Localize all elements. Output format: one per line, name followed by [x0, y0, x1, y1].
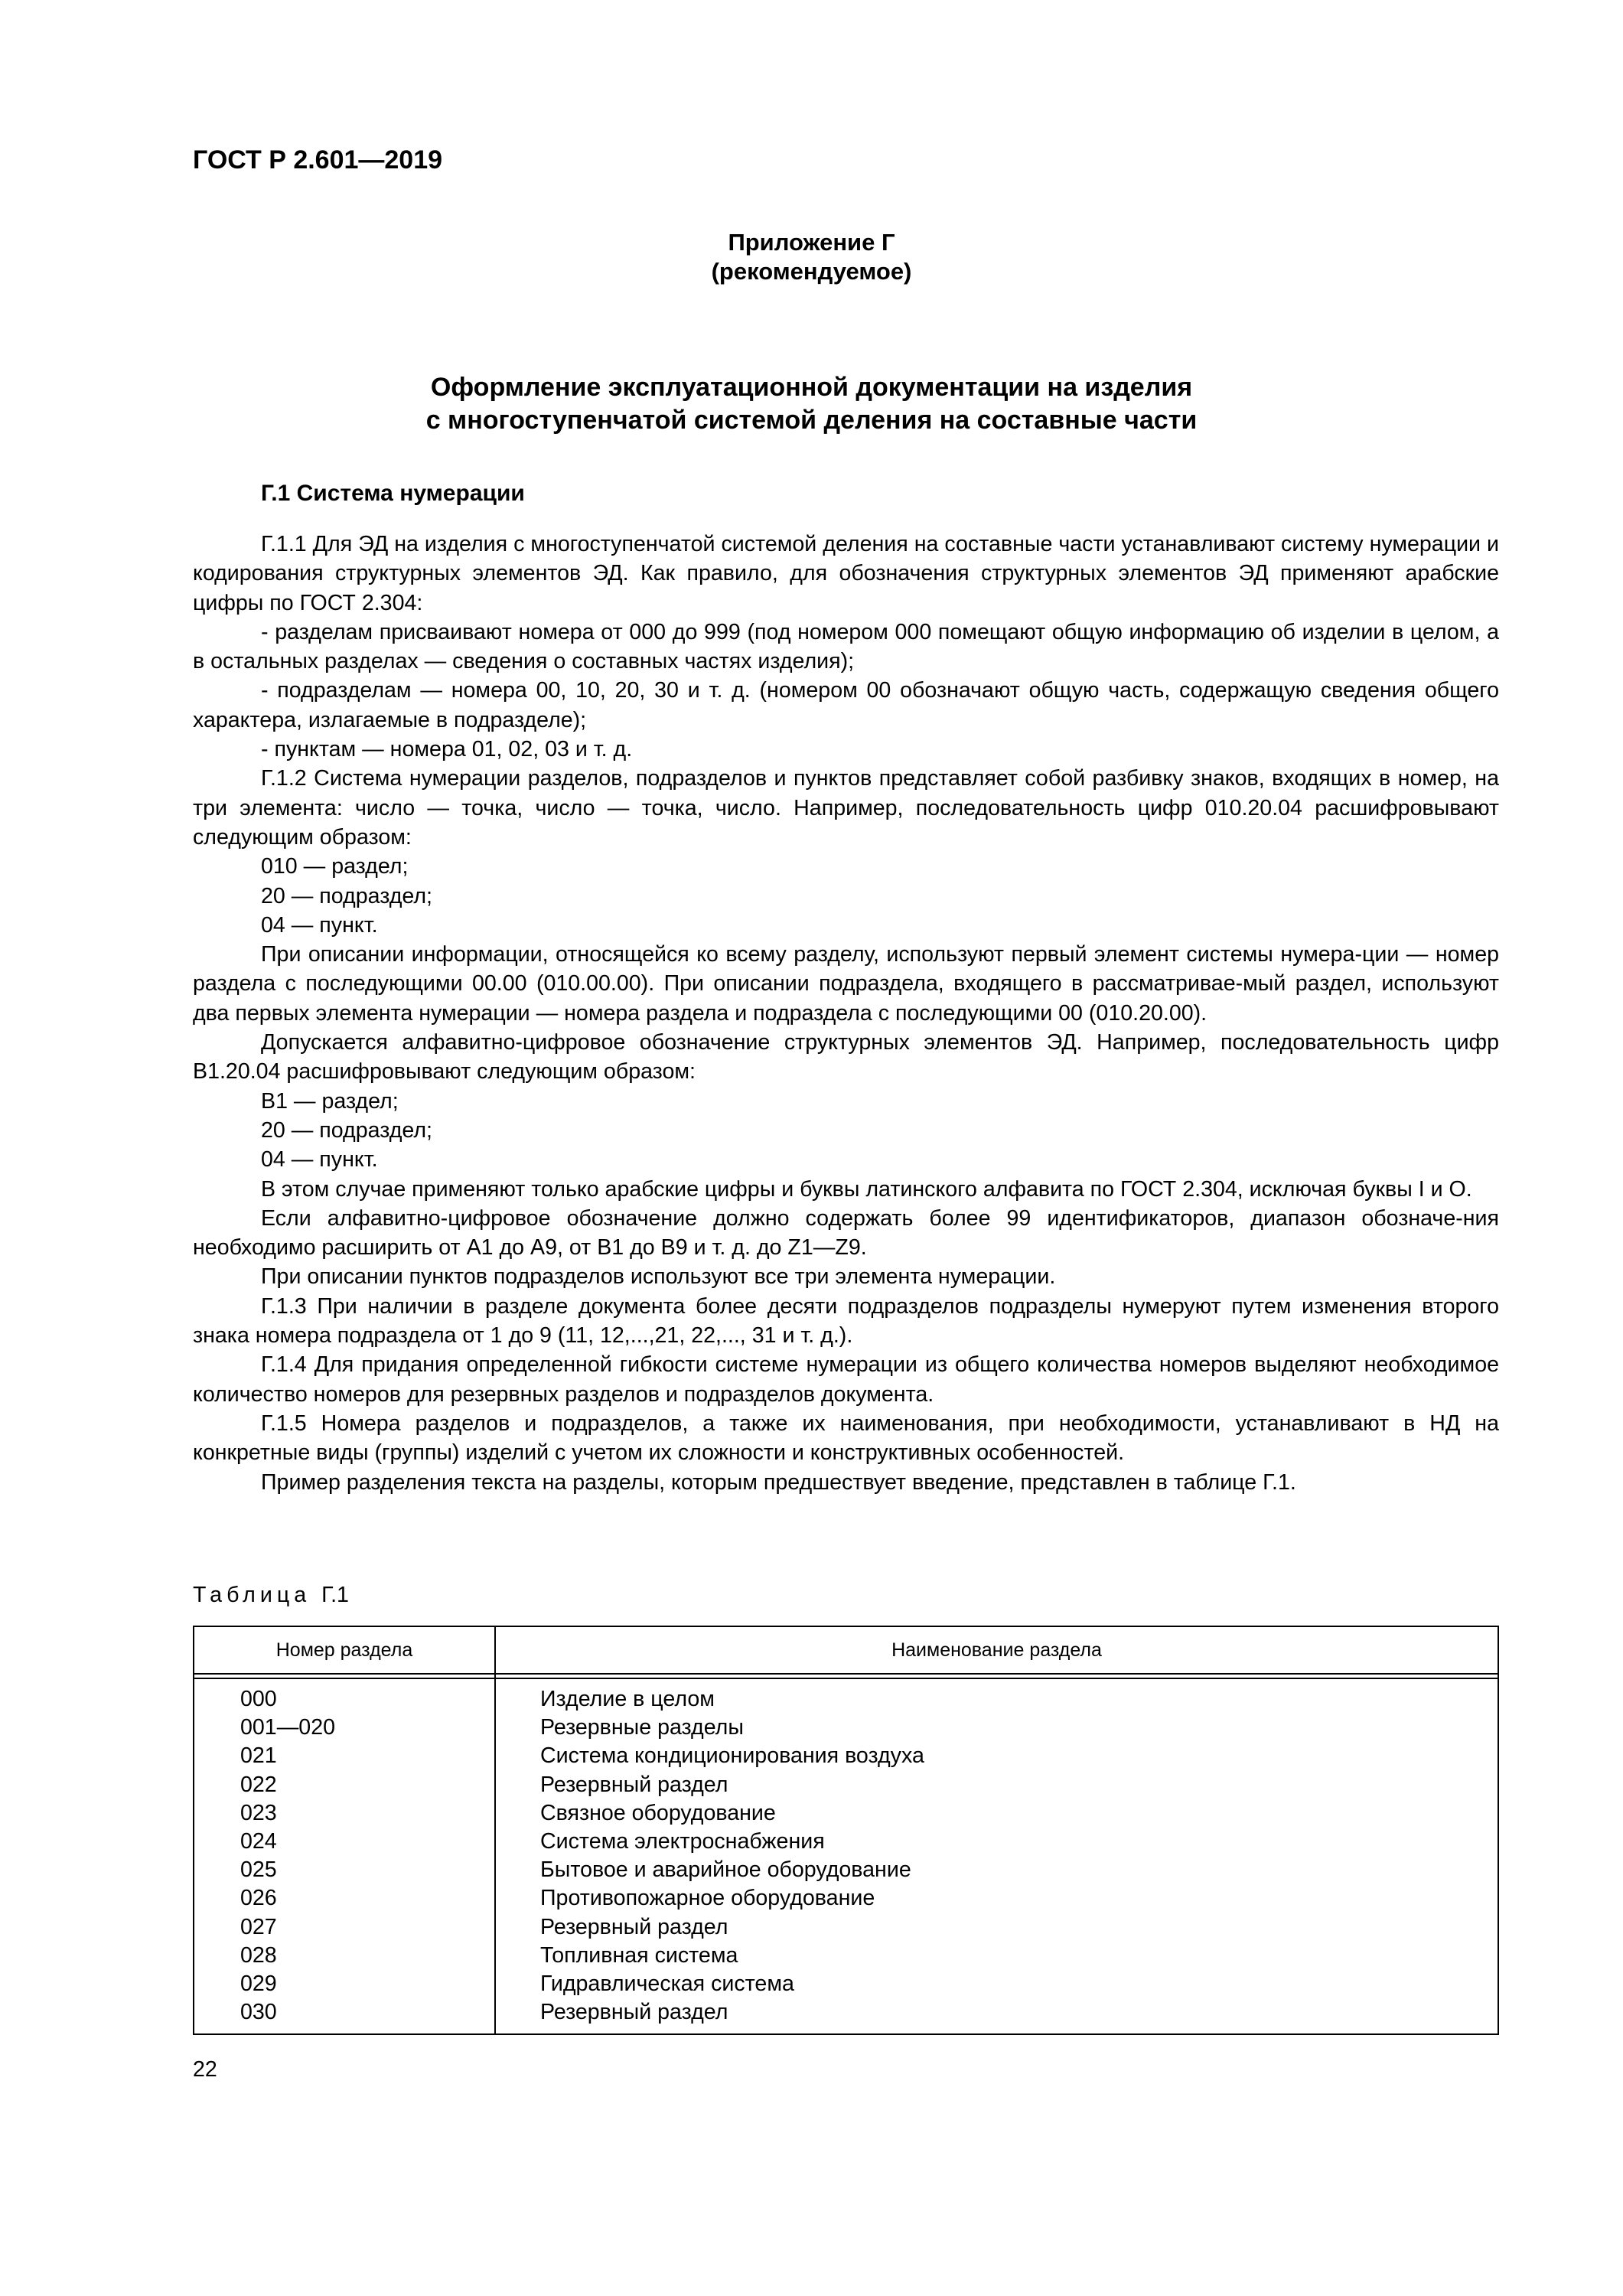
appendix-title	[0, 371, 1623, 437]
section-name: Система электроснабжения	[540, 1828, 825, 1854]
table-header-number: Номер раздела	[275, 1639, 413, 1661]
table-row	[194, 1942, 1498, 1970]
section-number: 027	[240, 1914, 277, 1939]
section-name: Система кондиционирования воздуха	[540, 1743, 924, 1769]
table-header-divider-double	[194, 1678, 1498, 1679]
appendix-heading	[0, 228, 1623, 286]
page-number: 22	[193, 2057, 217, 2082]
section-number: 000	[240, 1687, 277, 1711]
section-number: 025	[240, 1857, 277, 1883]
section-name: Резервный раздел	[540, 1772, 728, 1797]
section-heading: Г.1 Система нумерации	[261, 481, 525, 506]
paragraph: Если алфавитно-цифровое обозначение должно содержать более 99 идентификаторов, диапазон обозначе-ния необходимо расширить от А1 до А9, от В1 до В9 и т. д. до Z1—Z9.	[193, 1205, 1499, 1261]
section-name: Резервный раздел	[540, 2000, 728, 2025]
table-row	[194, 1884, 1498, 1913]
paragraph: Г.1.4 Для придания определенной гибкости системе нумерации из общего количества номеров выделяют необходимое количество номеров для резервных разделов и подразделов документа.	[193, 1352, 1499, 1407]
table-body	[194, 1685, 1498, 2027]
body-text	[193, 479, 1499, 1497]
section-number: 024	[240, 1828, 277, 1854]
table-row	[194, 1913, 1498, 1942]
appendix-label: Приложение Г	[728, 229, 895, 256]
table-row	[194, 1799, 1498, 1828]
section-number: 001—020	[240, 1715, 336, 1740]
document-code: ГОСТ Р 2.601—2019	[193, 145, 443, 174]
section-number: 029	[240, 1971, 277, 1996]
paragraph: При описании пунктов подразделов используют все три элемента нумерации.	[261, 1264, 1056, 1290]
paragraph: 20 — подраздел;	[261, 883, 432, 908]
appendix-status: (рекомендуемое)	[711, 258, 912, 285]
table-caption-number: Г.1	[321, 1583, 349, 1607]
paragraph: При описании информации, относящейся ко всему разделу, используют первый элемент системы нумера-ции — номер раздела с последующими 00.00 (010.00.00). При описании подраздела, входящего в рассматривае-мый раздел, используют два первых элемента нумерации — номера раздела и подраздела с последующими 00 (010.20.00).	[193, 942, 1499, 1026]
section-number: 023	[240, 1800, 277, 1825]
table-row	[194, 1742, 1498, 1770]
paragraph: 20 — подраздел;	[261, 1117, 432, 1143]
section-name: Противопожарное оборудование	[540, 1886, 875, 1911]
table-row	[194, 1714, 1498, 1742]
paragraph: - подразделам — номера 00, 10, 20, 30 и т. д. (номером 00 обозначают общую часть, содержащую сведения общего характера, излагаемые в подразделе);	[193, 678, 1499, 732]
paragraph: 04 — пункт.	[261, 1147, 378, 1172]
paragraph: 04 — пункт.	[261, 912, 378, 938]
table-row	[194, 1856, 1498, 1884]
paragraph: Г.1.5 Номера разделов и подразделов, а также их наименования, при необходимости, устанавливают в НД на конкретные виды (группы) изделий с учетом их сложности и конструктивных особенностей.	[193, 1411, 1499, 1466]
section-name: Резервный раздел	[540, 1914, 728, 1939]
table-caption-word: Таблица	[193, 1583, 311, 1607]
section-number: 021	[240, 1743, 277, 1769]
section-name: Связное оборудование	[540, 1800, 776, 1825]
table-header-divider	[194, 1673, 1498, 1675]
section-name: Резервные разделы	[540, 1715, 744, 1740]
paragraph: Допускается алфавитно-цифровое обозначение структурных элементов ЭД. Например, последовательность цифр В1.20.04 расшифровывают следующим образом:	[193, 1030, 1499, 1084]
paragraph: В этом случае применяют только арабские цифры и буквы латинского алфавита по ГОСТ 2.304, исключая буквы I и О.	[261, 1176, 1472, 1202]
paragraph: Пример разделения текста на разделы, которым предшествует введение, представлен в таблице Г.1.	[261, 1469, 1296, 1495]
section-number: 030	[240, 2000, 277, 2025]
section-number: 026	[240, 1886, 277, 1911]
paragraph: Г.1.3 При наличии в разделе документа более десяти подразделов подразделы нумеруют путем изменения второго знака номера подраздела от 1 до 9 (11, 12,...,21, 22,..., 31 и т. д.).	[193, 1293, 1499, 1349]
title-line-2: с многоступенчатой системой деления на составные части	[425, 406, 1198, 435]
table-row	[194, 1828, 1498, 1856]
section-name: Бытовое и аварийное оборудование	[540, 1857, 911, 1883]
section-name: Гидравлическая система	[540, 1971, 794, 1996]
section-number: 022	[240, 1772, 277, 1797]
paragraph: Г.1.2 Система нумерации разделов, подразделов и пунктов представляет собой разбивку знаков, входящих в номер, на три элемента: число — точка, число — точка, число. Например, последовательность цифр 010.20.04 расшифровывают следующим образом:	[193, 766, 1499, 850]
table-header-name: Наименование раздела	[891, 1639, 1102, 1661]
paragraph: - разделам присваивают номера от 000 до 999 (под номером 000 помещают общую информацию об изделии в целом, а в остальных разделах — сведения о составных частях изделия);	[193, 619, 1499, 674]
title-line-1: Оформление эксплуатационной документации на изделия	[430, 373, 1193, 402]
section-number: 028	[240, 1942, 277, 1968]
paragraph: Г.1.1 Для ЭД на изделия с многоступенчатой системой деления на составные части устанавливают систему нумерации и кодирования структурных элементов ЭД. Как правило, для обозначения структурных элементов ЭД применяют арабские цифры по ГОСТ 2.304:	[193, 532, 1499, 615]
section-name: Топливная система	[540, 1942, 738, 1968]
table-row	[194, 1998, 1498, 2027]
table-caption	[193, 1583, 349, 1608]
paragraph: - пунктам — номера 01, 02, 03 и т. д.	[261, 737, 633, 762]
sections-table	[193, 1626, 1499, 2035]
section-name: Изделие в целом	[540, 1687, 715, 1711]
paragraph: 010 — раздел;	[261, 854, 409, 879]
table-row	[194, 1970, 1498, 1998]
paragraph-list	[193, 530, 1499, 1497]
table-row	[194, 1771, 1498, 1799]
table-row	[194, 1685, 1498, 1714]
paragraph: В1 — раздел;	[261, 1088, 399, 1114]
